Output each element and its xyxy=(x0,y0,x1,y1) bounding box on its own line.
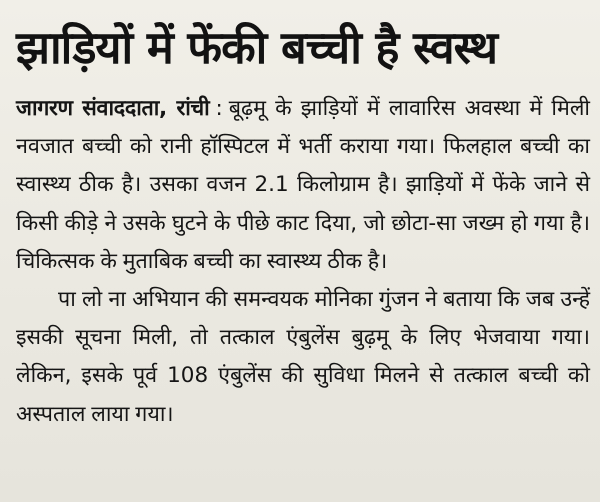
dateline-separator: : xyxy=(215,96,223,121)
dateline: जागरण संवाददाता, रांची xyxy=(16,96,210,121)
paragraph-1-text: बूढ़मू के झाड़ियों में लावारिस अवस्था में मिली नवजात बच्ची को रानी हॉस्पिटल में भर्ती कराया गया। फिलहाल बच्ची का स्वास्थ्य ठीक है। उसका वजन 2.1 किलोग्राम है। झाड़ियों में फेंके जाने से किसी कीड़े ने उसके घुटने के पीछे काट दिया, जो छोटा-सा जख्म हो गया है। चिकित्सक के मुताबिक बच्ची का स्वास्थ्य ठीक है। xyxy=(16,96,590,274)
paragraph-1 xyxy=(16,90,590,281)
paragraph-2: पा लो ना अभियान की समन्वयक मोनिका गुंजन ने बताया कि जब उन्हें इसकी सूचना मिली, तो तत्काल एंबुलेंस बुढ़मू के लिए भेजवाया गया। लेकिन, इसके पूर्व 108 एंबुलेंस की सुविधा मिलने से तत्काल बच्ची को अस्पताल लाया गया। xyxy=(16,287,590,427)
article-body xyxy=(16,90,590,434)
headline: झाड़ियों में फेंकी बच्ची है स्वस्थ xyxy=(16,21,497,74)
